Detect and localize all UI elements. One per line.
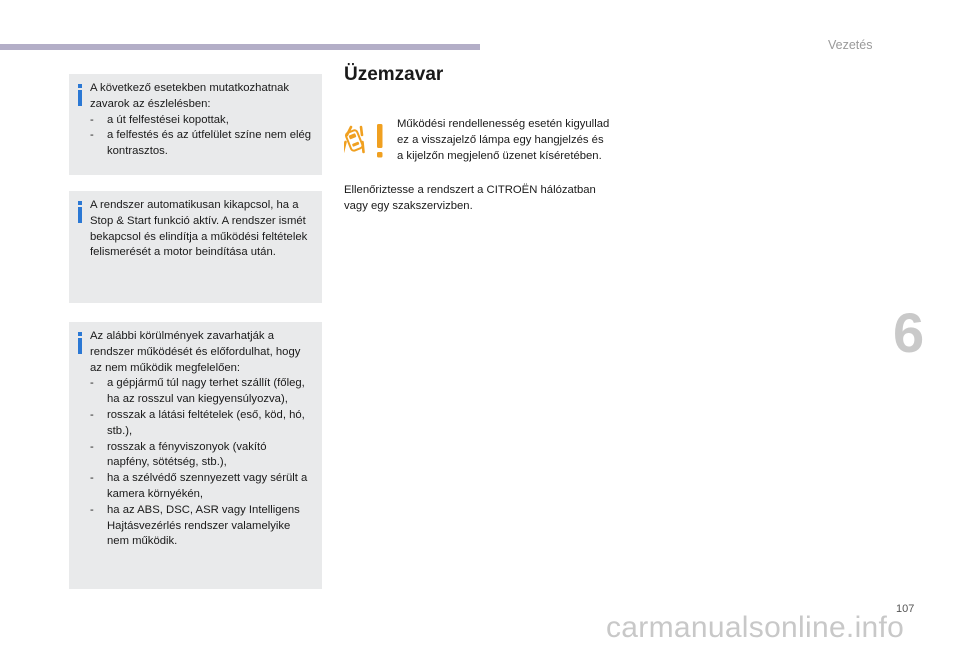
info-note-1 bbox=[69, 74, 322, 175]
info-icon bbox=[78, 201, 82, 223]
list-item: - a gépjármű túl nagy terhet szállít (főleg, ha az rosszul van kiegyensúlyozva), bbox=[90, 377, 305, 406]
section-heading: Üzemzavar bbox=[344, 64, 444, 85]
chapter-number: 6 bbox=[893, 301, 925, 364]
list-item: - a út felfestései kopottak, bbox=[90, 113, 229, 126]
list-item: - rosszak a látási feltételek (eső, köd, hó, stb.), bbox=[90, 408, 305, 437]
service-instruction: Ellenőriztesse a rendszert a CITROËN hálózatban vagy egy szakszervizben. bbox=[344, 184, 596, 212]
info-note-2 bbox=[69, 191, 322, 303]
note-1-intro: A következő esetekben mutatkozhatnak zavarok az észlelésben: bbox=[90, 82, 290, 110]
list-item: - rosszak a fényviszonyok (vakító napfény, sötétség, stb.), bbox=[90, 440, 267, 469]
list-item: - ha a szélvédő szennyezett vagy sérült a kamera környékén, bbox=[90, 472, 308, 500]
info-icon bbox=[78, 332, 82, 354]
info-note-3 bbox=[69, 322, 322, 589]
list-item: - ha az ABS, DSC, ASR vagy Intelligens Hajtásvezérlés rendszer valamelyike nem működik. bbox=[90, 503, 300, 548]
note-3-intro: Az alábbi körülmények zavarhatják a rendszer működését és előfordulhat, hogy az nem működik megfelelően: bbox=[90, 330, 301, 374]
section-title: Vezetés bbox=[828, 38, 873, 52]
watermark: carmanualsonline.info bbox=[606, 611, 905, 644]
warning-description: Működési rendellenesség esetén kigyullad ez a visszajelző lámpa egy hangjelzés és a kijelzőn megjelenő üzenet kíséretében. bbox=[397, 118, 610, 162]
list-item: - a felfestés és az útfelület színe nem elég kontrasztos. bbox=[90, 129, 312, 158]
page-number: 107 bbox=[896, 603, 915, 615]
lane-departure-warning-icon bbox=[344, 120, 392, 162]
info-icon bbox=[78, 84, 82, 106]
header-accent-bar bbox=[0, 44, 480, 50]
note-2-text: A rendszer automatikusan kikapcsol, ha a Stop & Start funkció aktív. A rendszer ismét bekapcsol és elindítja a működési feltételek felismerését a motor beindítása után. bbox=[90, 199, 308, 259]
